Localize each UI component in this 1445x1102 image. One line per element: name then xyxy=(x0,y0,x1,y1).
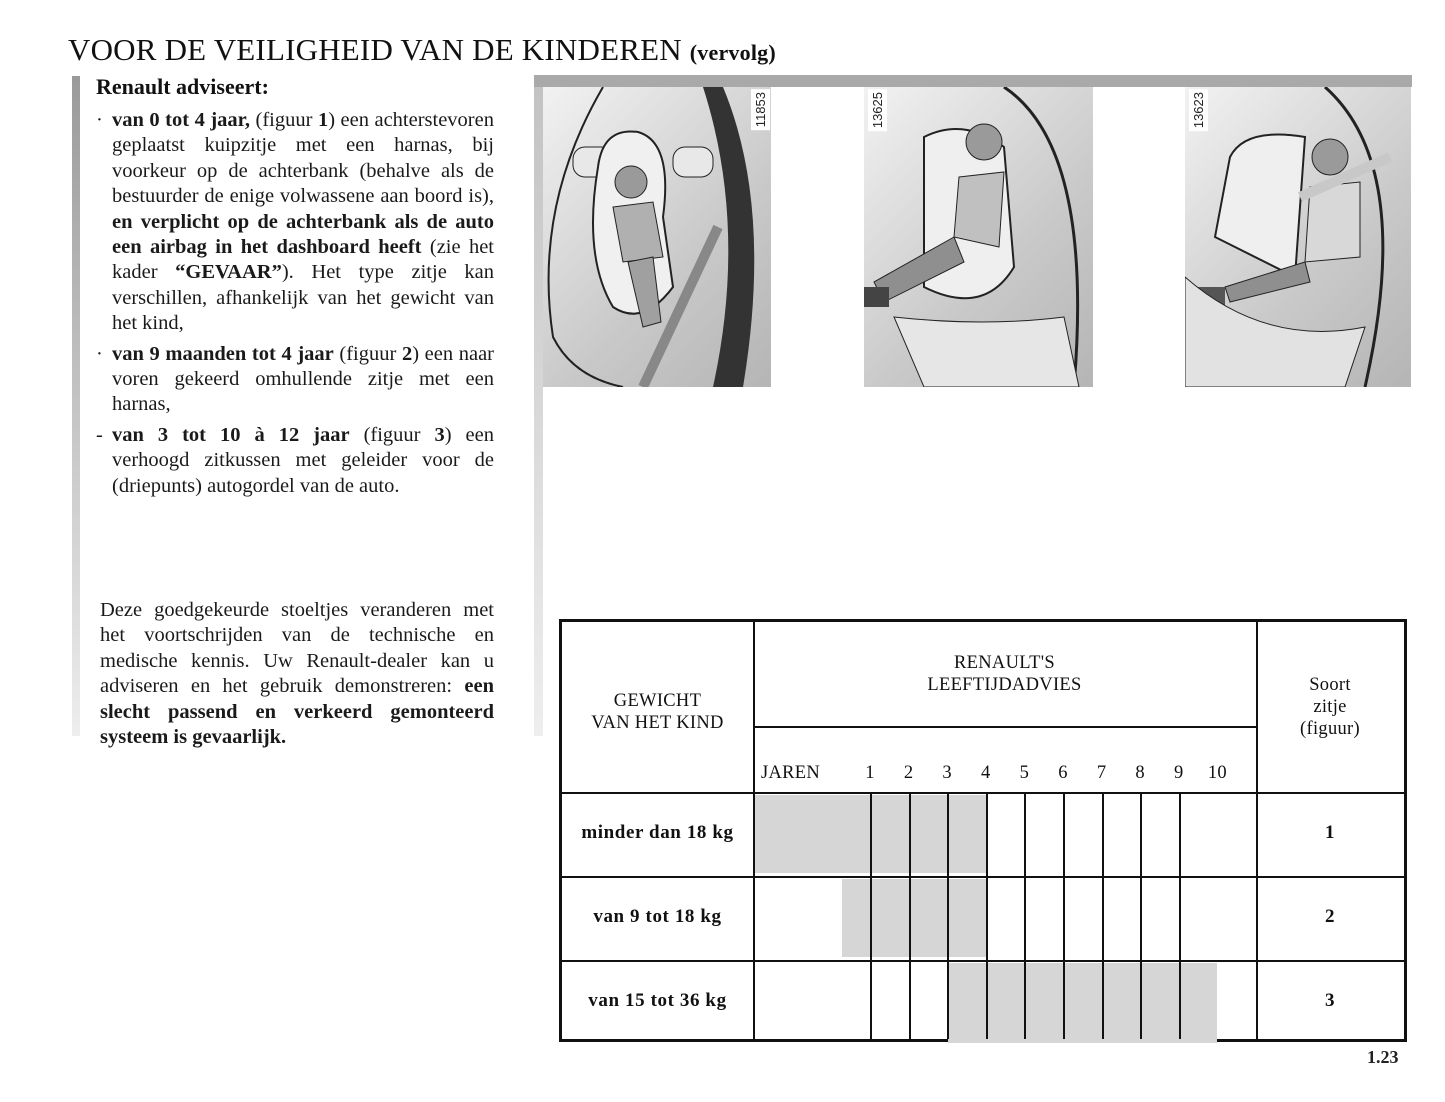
weight-cell: van 15 tot 36 kg xyxy=(588,990,727,1011)
year-column-rule xyxy=(1063,792,1065,1039)
middle-margin-bar xyxy=(534,78,543,736)
advice-item xyxy=(96,423,494,499)
advice-list xyxy=(96,108,494,504)
row-rule xyxy=(562,960,1404,962)
advice-item-emphasis: en verplicht op de achterbank als de auto een airbag in het dashboard heeft xyxy=(112,210,494,259)
weight-cell: minder dan 18 kg xyxy=(581,822,734,843)
year-column-rule xyxy=(909,792,911,1039)
advice-item-text: (figuur xyxy=(349,423,435,446)
rear-facing-child-seat-icon xyxy=(543,87,771,387)
weight-column-rule xyxy=(753,622,755,1039)
age-range-bar xyxy=(842,879,986,957)
header-line: RENAULT'S xyxy=(954,653,1055,673)
year-column-rule xyxy=(1024,792,1026,1039)
figure-3 xyxy=(1185,87,1411,387)
page-title-text: VOOR DE VEILIGHEID VAN DE KINDEREN xyxy=(68,32,682,67)
advice-item-text: ). Het type zitje kan verschillen, afhankelijk van het gewicht van het kind, xyxy=(112,261,494,335)
advice-item-lead: van 3 tot 10 à 12 jaar xyxy=(112,423,350,446)
year-column-rule xyxy=(870,792,872,1039)
age-weight-table xyxy=(559,619,1407,1042)
figure-ref: 2 xyxy=(401,342,413,365)
header-bottom-rule xyxy=(562,792,1404,794)
age-header-rule xyxy=(753,726,1256,728)
seat-type-cell: 1 xyxy=(1324,822,1336,843)
figure-1 xyxy=(543,87,771,387)
page-title-suffix: (vervolg) xyxy=(689,40,776,65)
year-label: 6 xyxy=(1058,763,1068,783)
year-column-rule xyxy=(1179,792,1181,1039)
year-label: 2 xyxy=(903,763,914,783)
page-number: 1.23 xyxy=(1367,1047,1399,1067)
figure-panel-bar xyxy=(534,75,1412,87)
year-label: 1 xyxy=(865,763,875,783)
bullet-marker: · xyxy=(96,109,103,131)
danger-box-ref: “GEVAAR” xyxy=(175,261,282,284)
weight-column-header xyxy=(562,690,753,734)
year-column-rule xyxy=(1102,792,1104,1039)
advice-item-lead: van 9 maanden tot 4 jaar xyxy=(112,342,334,365)
header-line: VAN HET KIND xyxy=(591,713,724,733)
header-line: GEWICHT xyxy=(613,691,702,711)
year-label: 5 xyxy=(1019,763,1030,783)
figure-code: 11853 xyxy=(751,89,770,130)
header-line: zitje xyxy=(1313,697,1347,717)
advice-item-text: (figuur xyxy=(250,109,318,131)
row-rule xyxy=(562,876,1404,878)
year-label: 10 xyxy=(1207,763,1227,783)
figure-code: 13625 xyxy=(868,89,887,131)
advice-item xyxy=(96,342,494,418)
figure-code: 13623 xyxy=(1189,89,1208,131)
approval-note-text: Deze goedgekeurde stoeltjes veranderen met het voortschrijden van de technische en medische kennis. Uw Renault-dealer kan u adviseren en het gebruik demonstreren: xyxy=(100,599,494,698)
figure-ref: 1 xyxy=(317,109,329,131)
year-label: 3 xyxy=(942,763,952,783)
weight-cell: van 9 tot 18 kg xyxy=(593,906,722,927)
bullet-marker: - xyxy=(96,423,103,446)
seat-column-header xyxy=(1256,674,1404,740)
header-line: (figuur) xyxy=(1300,719,1360,739)
years-label: JAREN xyxy=(761,763,821,783)
seat-type-cell: 3 xyxy=(1324,990,1336,1011)
advice-item-lead: van 0 tot 4 jaar, xyxy=(112,109,250,131)
advice-item-text: ) een achterstevoren geplaatst kuipzitje met een harnas, bij voorkeur op de achterbank (behalve als de bestuurder de enige volwassene aan boord is), xyxy=(112,109,494,208)
seat-type-cell: 2 xyxy=(1324,906,1336,927)
age-column-header xyxy=(753,652,1256,696)
advice-item-text: ) een verhoogd zitkussen met geleider voor de (driepunts) autogordel van de auto. xyxy=(112,423,495,497)
left-margin-bar xyxy=(72,76,80,736)
header-line: Soort xyxy=(1309,675,1351,695)
figure-ref: 3 xyxy=(434,423,445,446)
year-label: 4 xyxy=(981,763,991,783)
bullet-marker: · xyxy=(96,342,103,365)
figure-2 xyxy=(864,87,1093,387)
page-title xyxy=(68,32,776,68)
header-line: LEEFTIJDADVIES xyxy=(927,675,1082,695)
advice-item-text: (figuur xyxy=(333,342,402,365)
age-range-bar xyxy=(948,963,1217,1043)
year-label: 7 xyxy=(1096,763,1107,783)
year-label: 9 xyxy=(1174,763,1184,783)
booster-cushion-icon xyxy=(1185,87,1411,387)
advice-heading: Renault adviseert: xyxy=(96,74,269,99)
approval-note xyxy=(100,598,494,750)
forward-facing-child-seat-icon xyxy=(864,87,1093,387)
approval-note-warning: een slecht passend en verkeerd gemonteerd systeem is gevaarlijk. xyxy=(100,675,494,749)
advice-item xyxy=(96,108,494,337)
advice-item-text: ) een naar voren gekeerd omhullende zitje met een harnas, xyxy=(112,342,494,416)
advice-item-text: (zie het kader xyxy=(112,236,495,284)
year-column-rule xyxy=(1140,792,1142,1039)
year-column-rule xyxy=(947,792,949,1039)
year-column-rule xyxy=(986,792,988,1039)
year-label: 8 xyxy=(1135,763,1145,783)
